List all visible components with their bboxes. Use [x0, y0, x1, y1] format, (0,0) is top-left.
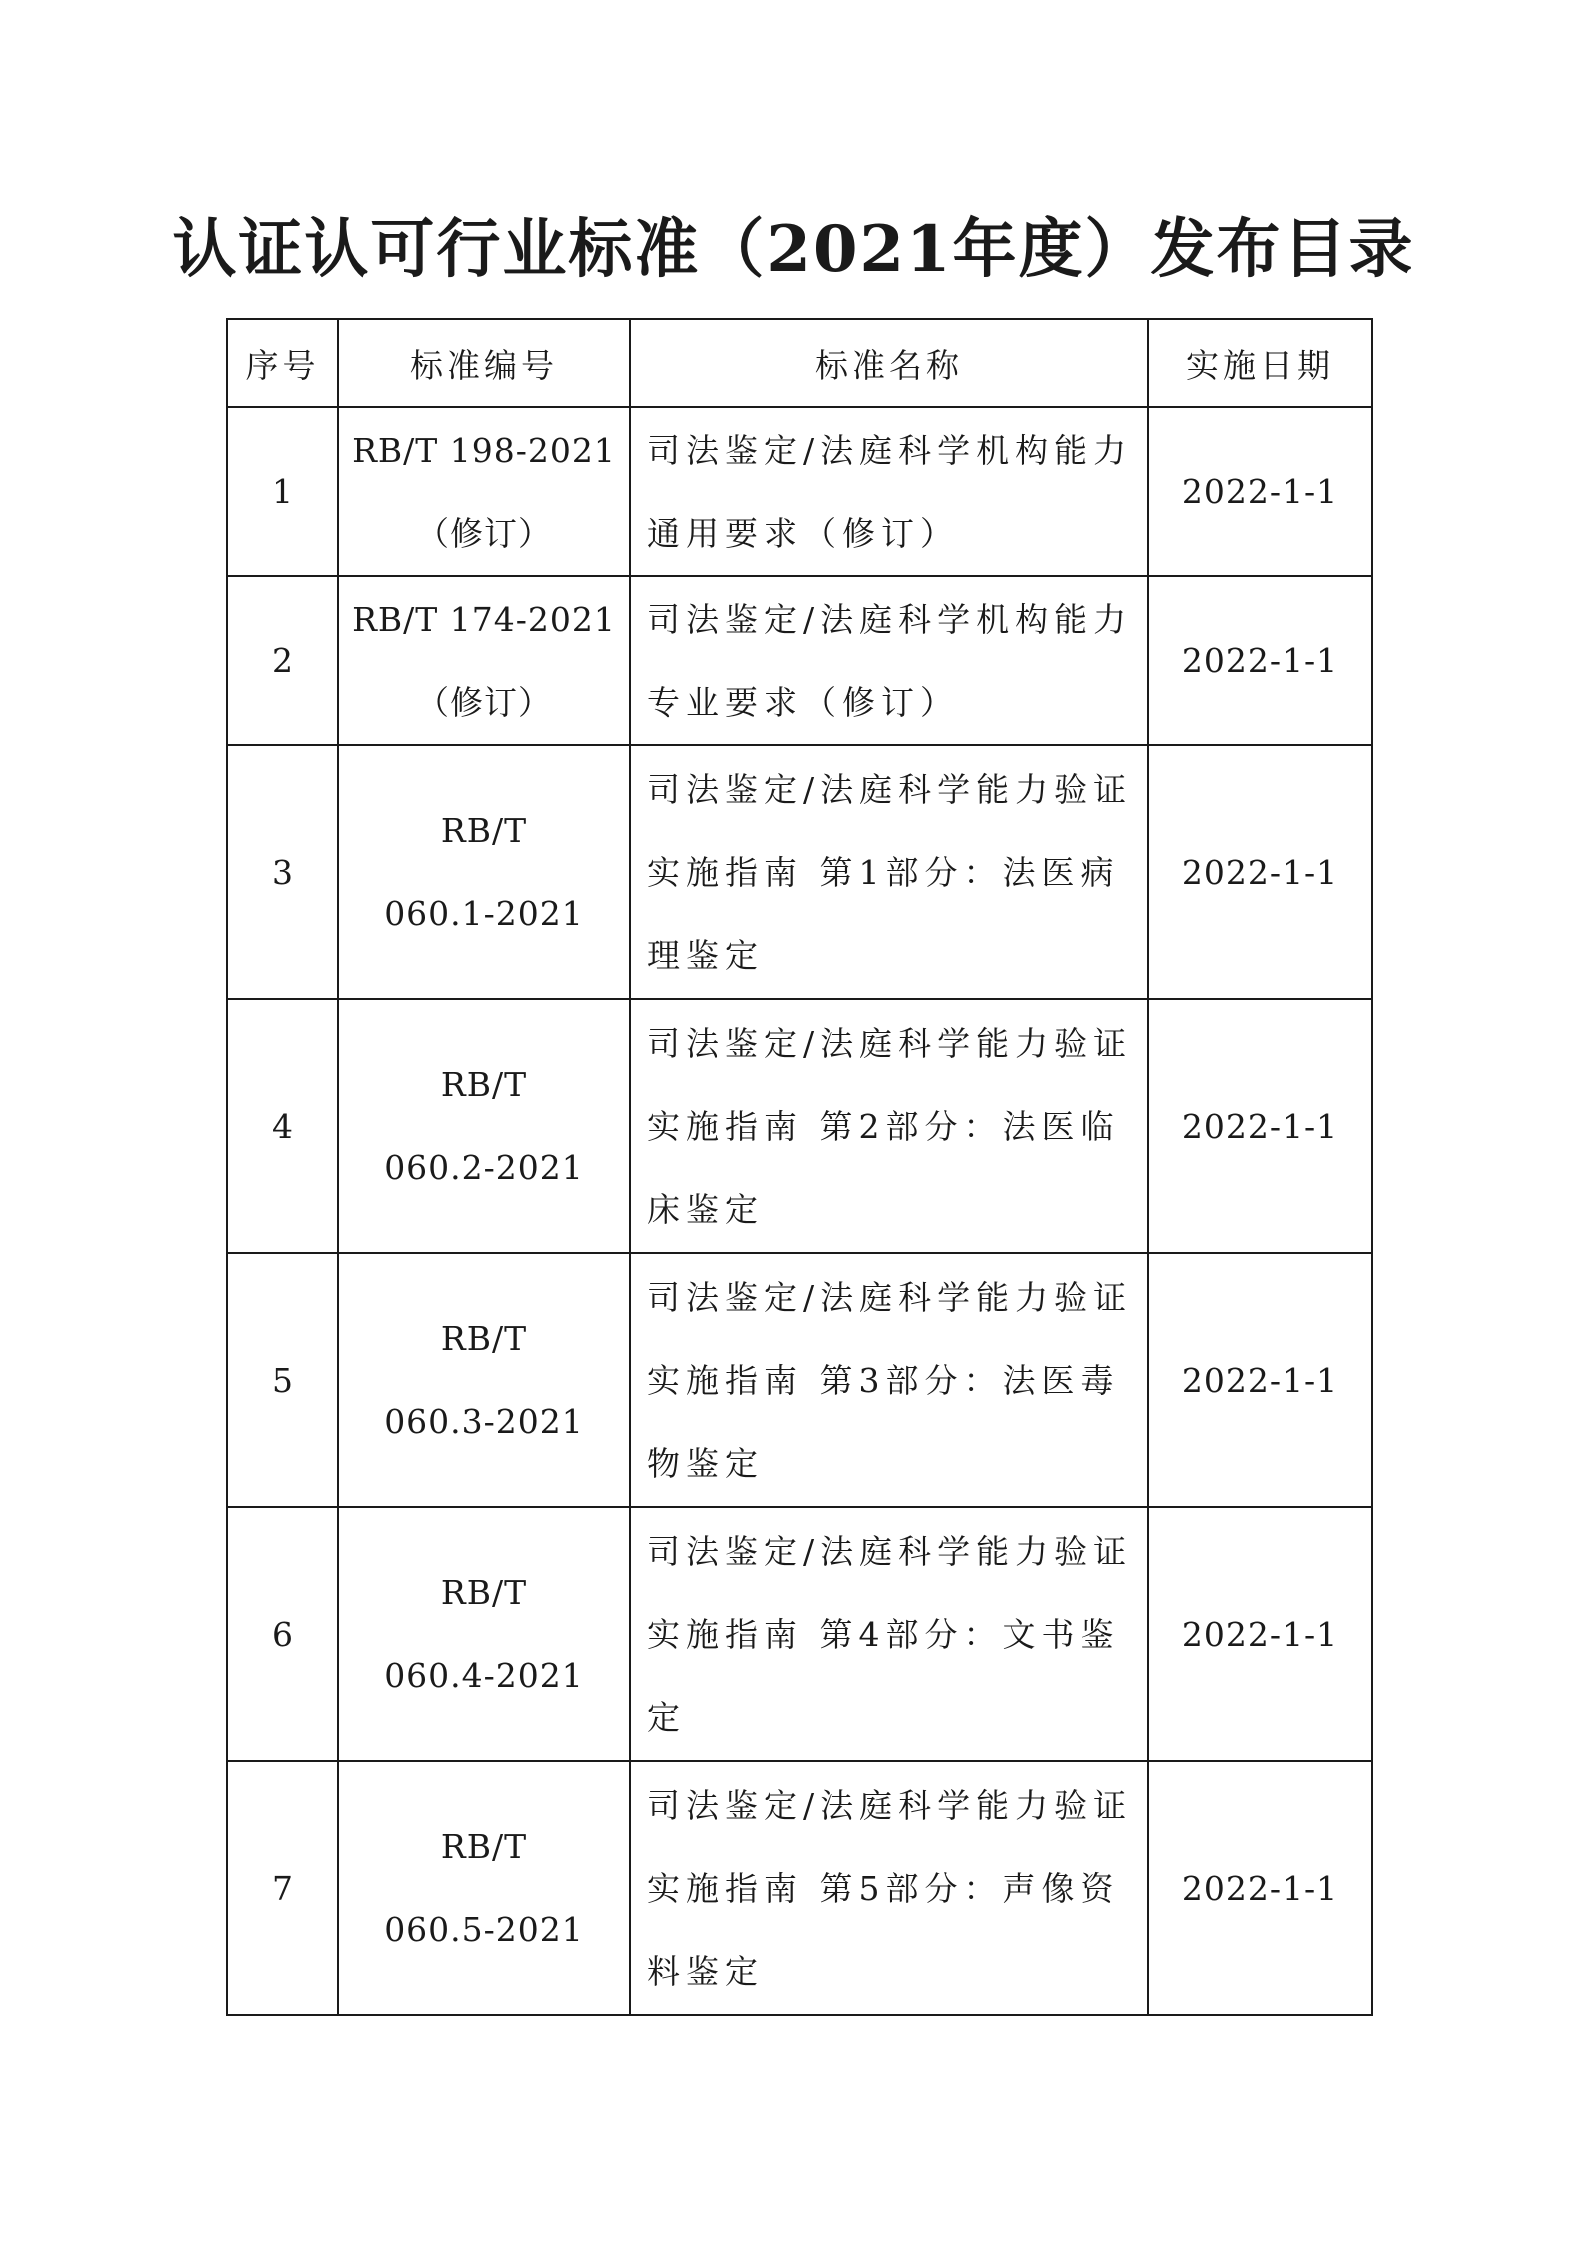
row-date: 2022-1-1	[1148, 999, 1372, 1253]
standards-table	[226, 318, 1373, 2016]
code-line-1: RB/T	[440, 1319, 528, 1358]
code-line-2: 060.2-2021	[384, 1148, 584, 1187]
table-header-row	[227, 319, 1372, 407]
header-date: 实施日期	[1148, 319, 1372, 407]
row-code	[338, 1761, 630, 2015]
code-line-1: RB/T	[440, 1065, 528, 1104]
code-line-2: 060.1-2021	[384, 894, 584, 933]
row-code	[338, 1253, 630, 1507]
code-line-2: （修订）	[416, 682, 552, 722]
code-line-1: RB/T	[440, 1573, 528, 1612]
row-code	[338, 745, 630, 999]
row-code	[338, 407, 630, 576]
row-seq: 4	[227, 999, 338, 1253]
header-name: 标准名称	[630, 319, 1148, 407]
row-name: 司法鉴定/法庭科学能力验证实施指南 第2部分：法医临床鉴定	[630, 999, 1148, 1253]
table-row	[227, 1253, 1372, 1507]
row-date: 2022-1-1	[1148, 1507, 1372, 1761]
row-seq: 2	[227, 576, 338, 745]
row-code	[338, 1507, 630, 1761]
row-name: 司法鉴定/法庭科学机构能力专业要求（修订）	[630, 576, 1148, 745]
code-line-1: RB/T 198-2021	[352, 430, 616, 470]
code-line-1: RB/T 174-2021	[352, 599, 616, 639]
code-line-2: 060.5-2021	[384, 1910, 584, 1949]
row-name: 司法鉴定/法庭科学能力验证实施指南 第3部分：法医毒物鉴定	[630, 1253, 1148, 1507]
code-line-2: （修订）	[416, 513, 552, 553]
header-seq: 序号	[227, 319, 338, 407]
row-name: 司法鉴定/法庭科学能力验证实施指南 第5部分：声像资料鉴定	[630, 1761, 1148, 2015]
code-line-2: 060.4-2021	[384, 1656, 584, 1695]
table-row	[227, 1761, 1372, 2015]
page-title: 认证认可行业标准（2021年度）发布目录	[172, 212, 1415, 287]
row-seq: 3	[227, 745, 338, 999]
row-date: 2022-1-1	[1148, 1253, 1372, 1507]
row-seq: 6	[227, 1507, 338, 1761]
row-date: 2022-1-1	[1148, 576, 1372, 745]
row-code	[338, 999, 630, 1253]
table-row	[227, 576, 1372, 745]
table-row	[227, 1507, 1372, 1761]
row-name: 司法鉴定/法庭科学机构能力通用要求（修订）	[630, 407, 1148, 576]
row-seq: 1	[227, 407, 338, 576]
table-row	[227, 745, 1372, 999]
row-date: 2022-1-1	[1148, 407, 1372, 576]
row-date: 2022-1-1	[1148, 1761, 1372, 2015]
header-code: 标准编号	[338, 319, 630, 407]
row-code	[338, 576, 630, 745]
row-seq: 7	[227, 1761, 338, 2015]
table-row	[227, 407, 1372, 576]
table-row	[227, 999, 1372, 1253]
row-date: 2022-1-1	[1148, 745, 1372, 999]
code-line-1: RB/T	[440, 1827, 528, 1866]
row-seq: 5	[227, 1253, 338, 1507]
code-line-2: 060.3-2021	[384, 1402, 584, 1441]
row-name: 司法鉴定/法庭科学能力验证实施指南 第1部分：法医病理鉴定	[630, 745, 1148, 999]
code-line-1: RB/T	[440, 811, 528, 850]
row-name: 司法鉴定/法庭科学能力验证实施指南 第4部分：文书鉴定	[630, 1507, 1148, 1761]
